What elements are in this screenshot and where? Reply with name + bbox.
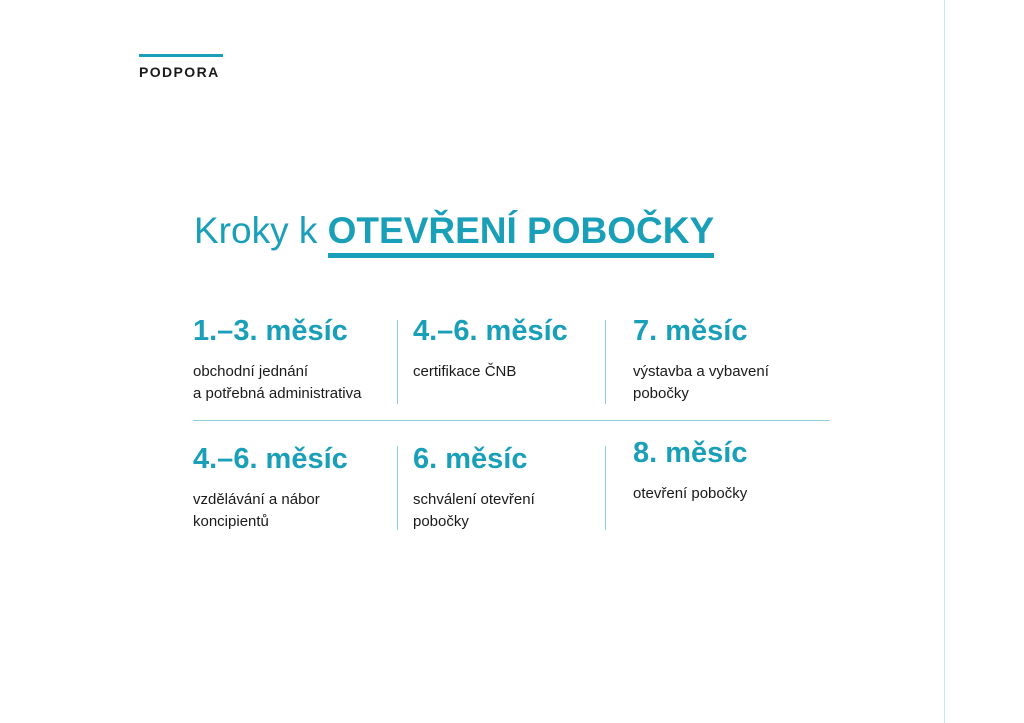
step-period: 8. měsíc — [633, 437, 748, 469]
step-period: 7. měsíc — [633, 315, 748, 347]
step-card — [193, 442, 348, 533]
row-divider — [193, 420, 830, 421]
step-card — [413, 314, 568, 383]
step-description-line: pobočky — [633, 385, 689, 402]
step-card — [633, 436, 747, 505]
step-description-line: certifikace ČNB — [413, 363, 517, 380]
title-prefix: Kroky k — [194, 210, 328, 251]
step-card — [413, 442, 535, 533]
step-description — [413, 489, 535, 533]
step-description-line: výstavba a vybavení — [633, 363, 769, 380]
step-description — [413, 361, 568, 383]
step-description — [193, 489, 348, 533]
step-description-line: a potřebná administrativa — [193, 385, 362, 402]
step-period: 1.–3. měsíc — [193, 315, 348, 347]
column-divider — [397, 320, 398, 404]
column-divider — [397, 446, 398, 530]
step-description-line: schválení otevření — [413, 491, 535, 508]
column-divider — [605, 320, 606, 404]
section-label — [139, 54, 223, 80]
page-edge-line — [944, 0, 945, 723]
section-label-bar — [139, 54, 223, 57]
step-description-line: koncipientů — [193, 513, 269, 530]
step-period: 4.–6. měsíc — [413, 315, 568, 347]
step-description-line: vzdělávání a nábor — [193, 491, 320, 508]
step-card — [633, 314, 769, 405]
step-description — [193, 361, 361, 405]
page-title — [194, 208, 714, 258]
step-description-line: otevření pobočky — [633, 485, 748, 502]
step-description — [633, 483, 747, 505]
step-period: 4.–6. měsíc — [193, 443, 348, 475]
title-emphasis: OTEVŘENÍ POBOČKY — [328, 209, 715, 258]
step-description-line: pobočky — [413, 513, 469, 530]
section-label-text: PODPORA — [139, 64, 220, 80]
step-period: 6. měsíc — [413, 443, 528, 475]
step-card — [193, 314, 361, 405]
step-description-line: obchodní jednání — [193, 363, 309, 380]
step-description — [633, 361, 769, 405]
column-divider — [605, 446, 606, 530]
